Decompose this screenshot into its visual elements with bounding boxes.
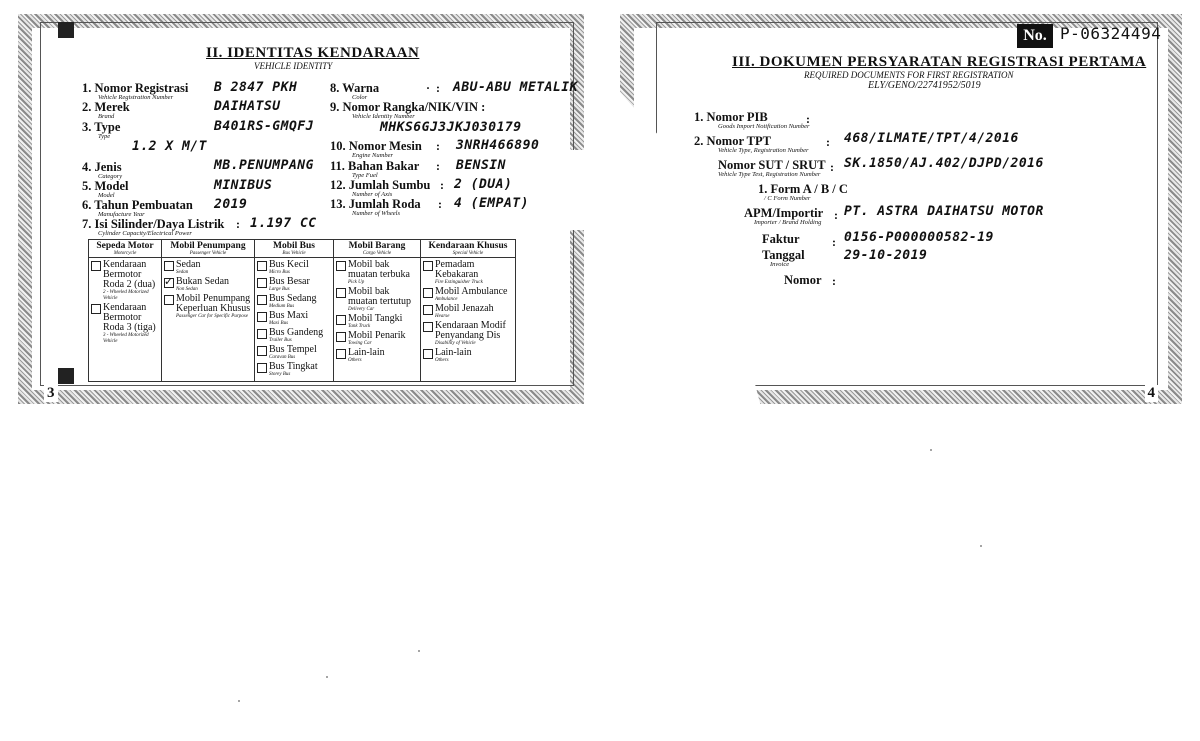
colon: :: [436, 159, 440, 173]
field-label-date: Tanggal: [762, 248, 805, 262]
option-sublabel: Towing Car: [348, 341, 372, 346]
field-label-fuel: 11. Bahan Bakar: [330, 159, 420, 173]
field-value-engine: 3NRH466890: [456, 138, 540, 153]
field-sub-wheels: Number of Wheels: [352, 210, 401, 217]
option-text: [435, 287, 508, 303]
type-column: [421, 258, 516, 382]
option-label: Pemadam Kebakaran: [435, 259, 479, 280]
field-sub-engine: Engine Number: [352, 152, 393, 159]
vehicle-type-option[interactable]: [257, 294, 331, 310]
option-text: [348, 314, 402, 330]
field-label-invoice: Faktur: [762, 232, 800, 246]
option-sublabel: Micro Bus: [269, 270, 290, 275]
option-text: [348, 331, 406, 347]
section-subtitle-code: ELY/GENO/22741952/5019: [868, 80, 981, 91]
option-label: Bus Besar: [269, 276, 310, 287]
field-label-color: 8. Warna: [330, 81, 380, 95]
field-label-cylinder: 7. Isi Silinder/Daya Listrik: [82, 217, 225, 231]
field-value-model: MINIBUS: [214, 178, 273, 193]
option-text: [269, 345, 317, 361]
field-sub-color: Color: [352, 94, 368, 101]
option-label: Bus Kecil: [269, 259, 309, 270]
page-number-right: 4: [1145, 385, 1159, 402]
option-text: [176, 277, 229, 293]
corner-ornament: [58, 22, 74, 38]
checkbox[interactable]: [423, 305, 433, 315]
vehicle-type-option[interactable]: [423, 304, 513, 320]
section-subtitle-identity: VEHICLE IDENTITY: [254, 61, 333, 71]
option-sublabel: 2 - Wheeled Motorized Vehicle: [103, 290, 149, 301]
section-title-identity: II. IDENTITAS KENDARAAN: [206, 45, 420, 61]
colon: :: [236, 217, 240, 231]
checkbox[interactable]: [423, 288, 433, 298]
field-label-model: 5. Model: [82, 179, 129, 193]
option-sublabel: Maxi Bus: [269, 321, 289, 326]
checkbox[interactable]: [336, 315, 346, 325]
option-label: Kendaraan Modif Penyandang Dis: [435, 320, 506, 341]
option-text: [103, 260, 159, 302]
type-column-header: Mobil Bus Bus Vehicle: [255, 240, 334, 258]
type-column: [162, 258, 255, 382]
option-sublabel: Caravan Bus: [269, 355, 296, 360]
option-sublabel: Sedan: [176, 270, 189, 275]
option-label: Bukan Sedan: [176, 276, 230, 287]
field-value-axis: 2 (DUA): [454, 177, 513, 192]
vehicle-type-option[interactable]: [164, 294, 252, 320]
field-sub-fuel: Type Fuel: [352, 172, 378, 179]
field-label-importer: APM/Importir: [744, 206, 824, 220]
checkbox[interactable]: [91, 304, 101, 314]
checkbox[interactable]: [164, 278, 174, 288]
field-sub-vin: Vehicle Identity Number: [352, 113, 415, 120]
vehicle-type-option[interactable]: [423, 260, 513, 286]
field-label-wheels: 13. Jumlah Roda: [330, 197, 421, 211]
field-label-pib: 1. Nomor PIB: [694, 110, 768, 124]
type-column: [255, 258, 334, 382]
colon: :: [832, 274, 836, 288]
vehicle-type-option[interactable]: [336, 260, 418, 286]
vehicle-type-option[interactable]: [336, 287, 418, 313]
checkbox[interactable]: [423, 261, 433, 271]
option-label: Kendaraan Bermotor Roda 3 (tiga): [103, 302, 156, 333]
checkbox[interactable]: [423, 349, 433, 359]
option-text: [435, 304, 494, 320]
type-column: [89, 258, 162, 382]
field-label-type: 3. Type: [82, 120, 121, 134]
field-value-fuel: BENSIN: [456, 158, 506, 173]
field-sub-pib: Goods Import Notification Number: [718, 123, 810, 130]
option-label: Bus Sedang: [269, 293, 317, 304]
left-page: [18, 14, 584, 404]
option-text: [269, 311, 308, 327]
scan-speck: [238, 700, 240, 702]
field-value-category: MB.PENUMPANG: [214, 158, 314, 173]
option-sublabel: Storey Bus: [269, 372, 291, 377]
field-sub-brand: Brand: [98, 113, 115, 120]
option-text: [269, 294, 317, 310]
option-text: [269, 277, 310, 293]
field-label-category: 4. Jenis: [82, 160, 122, 174]
vehicle-type-option[interactable]: [336, 348, 418, 364]
checkbox[interactable]: [336, 288, 346, 298]
option-text: [435, 260, 513, 286]
field-label-form: 1. Form A / B / C: [758, 182, 848, 196]
type-column-header: Kendaraan Khusus Special Vehicle: [421, 240, 516, 258]
option-label: Mobil Ambulance: [435, 286, 508, 297]
option-label: Mobil Penumpang Keperluan Khusus: [176, 293, 251, 314]
option-label: Lain-lain: [348, 347, 385, 358]
field-sub-cylinder: Cylinder Capacity/Electrical Power: [98, 230, 192, 237]
corner-ornament: [58, 368, 74, 384]
field-label-registration: 1. Nomor Registrasi: [82, 81, 189, 95]
option-label: Lain-lain: [435, 347, 472, 358]
checkbox[interactable]: [257, 278, 267, 288]
vehicle-type-option[interactable]: [164, 260, 252, 276]
vehicle-type-option[interactable]: [257, 328, 331, 344]
vehicle-type-option[interactable]: [423, 321, 513, 347]
field-value-registration: B 2847 PKH: [214, 80, 298, 95]
field-sub-form: / C Form Number: [764, 195, 811, 202]
field-value-vin: MHKS6GJ3JKJ030179: [380, 120, 522, 135]
checkbox[interactable]: [257, 363, 267, 373]
field-sub-date: Invoice: [770, 261, 790, 268]
field-label-number: Nomor: [784, 273, 822, 287]
field-label-engine: 10. Nomor Mesin: [330, 139, 422, 153]
option-text: [348, 260, 418, 286]
checkbox[interactable]: [423, 322, 433, 332]
field-value-color: ABU-ABU METALIK: [453, 80, 578, 95]
colon: :: [806, 112, 810, 126]
vehicle-type-option[interactable]: [257, 311, 331, 327]
checkbox[interactable]: [257, 261, 267, 271]
type-column: [334, 258, 421, 382]
option-label: Mobil Tangki: [348, 313, 403, 324]
field-value-brand: DAIHATSU: [214, 99, 281, 114]
serial-no-badge: No.: [1017, 24, 1053, 48]
field-sub-axis: Number of Axis: [352, 191, 393, 198]
option-sublabel: Trailer Bus: [269, 338, 292, 343]
field-sub-importer: Importer / Brand Holding: [754, 219, 822, 226]
vehicle-type-option[interactable]: [423, 287, 513, 303]
option-label: Sedan: [176, 259, 201, 270]
option-label: Kendaraan Bermotor Roda 2 (dua): [103, 259, 156, 290]
field-value-tpt: 468/ILMATE/TPT/4/2016: [844, 131, 1019, 146]
scan-speck: [418, 650, 420, 652]
field-label-srut: Nomor SUT / SRUT: [718, 158, 826, 172]
option-label: Mobil Jenazah: [435, 303, 494, 314]
field-value-cylinder: 1.197 CC: [250, 216, 317, 231]
field-label-axis: 12. Jumlah Sumbu: [330, 178, 431, 192]
scan-speck: [930, 449, 932, 451]
colon: :: [438, 197, 442, 211]
vehicle-type-option[interactable]: [91, 303, 159, 345]
field-value-invoice: 0156-P000000582-19: [844, 230, 994, 245]
option-text: [348, 348, 385, 364]
option-text: [176, 260, 200, 276]
type-column-header: Mobil Penumpang Passenger Vehicle: [162, 240, 255, 258]
vehicle-type-option[interactable]: [336, 331, 418, 347]
checkbox[interactable]: [164, 295, 174, 305]
option-label: Bus Tingkat: [269, 361, 318, 372]
option-sublabel: Non Sedan: [176, 287, 198, 292]
scan-speck: [980, 545, 982, 547]
option-sublabel: Fire Extinguisher Truck: [435, 280, 483, 285]
type-column-header: Sepeda Motor Motorcycle: [89, 240, 162, 258]
checkbox[interactable]: [164, 261, 174, 271]
option-label: Bus Gandeng: [269, 327, 324, 338]
option-label: Mobil Penarik: [348, 330, 406, 341]
checkbox[interactable]: [336, 349, 346, 359]
serial-number: P-06324494: [1060, 24, 1162, 43]
option-sublabel: Passenger Car for Specific Purpose: [176, 314, 248, 319]
option-text: [435, 321, 513, 347]
option-label: Bus Maxi: [269, 310, 309, 321]
field-sub-category: Category: [98, 173, 123, 180]
option-text: [103, 303, 159, 345]
field-label-year: 6. Tahun Pembuatan: [82, 198, 193, 212]
page-number-left: 3: [44, 385, 58, 402]
vehicle-type-table: [88, 239, 516, 382]
option-sublabel: Delivery Car: [348, 307, 375, 312]
option-text: [269, 260, 309, 276]
checkbox[interactable]: [257, 295, 267, 305]
option-sublabel: Hearse: [435, 314, 450, 319]
colon: :: [826, 135, 830, 149]
option-sublabel: 3 - Wheeled Motorized Vehicle: [103, 333, 149, 344]
option-label: Bus Tempel: [269, 344, 317, 355]
field-value-year: 2019: [214, 197, 248, 212]
option-sublabel: Disability of Vehicle: [435, 341, 476, 346]
colon: :: [440, 178, 444, 192]
option-text: [269, 328, 323, 344]
colon: :: [832, 235, 836, 249]
vehicle-type-option[interactable]: [257, 362, 331, 378]
scan-speck: [326, 676, 328, 678]
checkbox[interactable]: [257, 329, 267, 339]
vehicle-type-option[interactable]: [164, 277, 252, 293]
field-sub-srut: Vehicle Type Test, Registration Number: [718, 171, 821, 178]
option-sublabel: Ambulance: [435, 297, 458, 302]
section-title-documents: III. DOKUMEN PERSYARATAN REGISTRASI PERTAMA: [732, 54, 1147, 70]
checkbox[interactable]: [336, 261, 346, 271]
option-label: Mobil bak muatan tertutup: [348, 286, 412, 307]
field-value-date: 29-10-2019: [844, 248, 928, 263]
field-sub-registration: Vehicle Registration Number: [98, 94, 174, 101]
option-label: Mobil bak muatan terbuka: [348, 259, 410, 280]
vehicle-type-option[interactable]: [423, 348, 513, 364]
vehicle-type-option[interactable]: [257, 277, 331, 293]
option-sublabel: Pick Up: [348, 280, 365, 285]
field-value-type-2: 1.2 X M/T: [132, 139, 207, 154]
field-sub-type: Type: [98, 133, 111, 140]
field-value-type: B401RS-GMQFJ: [214, 119, 314, 134]
field-label-tpt: 2. Nomor TPT: [694, 134, 771, 148]
option-sublabel: Medium Bus: [269, 304, 295, 309]
option-sublabel: Large Bus: [269, 287, 290, 292]
field-sub-year: Manufacture Year: [98, 211, 145, 218]
vehicle-type-option[interactable]: [257, 260, 331, 276]
option-text: [269, 362, 318, 378]
checkbox[interactable]: [91, 261, 101, 271]
section-subtitle-documents: REQUIRED DOCUMENTS FOR FIRST REGISTRATION: [804, 70, 1014, 80]
field-sub-tpt: Vehicle Type, Registration Number: [718, 147, 809, 154]
field-value-wheels: 4 (EMPAT): [454, 196, 529, 211]
colon: :: [436, 139, 440, 153]
option-text: [176, 294, 252, 320]
vehicle-type-option[interactable]: [336, 314, 418, 330]
colon: · :: [426, 81, 440, 95]
field-value-importer: PT. ASTRA DAIHATSU MOTOR: [844, 204, 1044, 219]
option-sublabel: Others: [348, 358, 362, 363]
option-text: [435, 348, 472, 364]
colon: :: [834, 208, 838, 222]
colon: :: [830, 160, 834, 174]
field-label-vin: 9. Nomor Rangka/NIK/VIN :: [330, 100, 486, 114]
checkbox[interactable]: [336, 332, 346, 342]
field-label-brand: 2. Merek: [82, 100, 130, 114]
option-sublabel: Tank Truck: [348, 324, 371, 329]
vehicle-type-option[interactable]: [257, 345, 331, 361]
field-sub-model: Model: [98, 192, 115, 199]
field-value-srut: SK.1850/AJ.402/DJPD/2016: [844, 156, 1044, 171]
checkbox[interactable]: [257, 312, 267, 322]
option-sublabel: Others: [435, 358, 449, 363]
checkbox[interactable]: [257, 346, 267, 356]
torn-edge: [552, 150, 584, 230]
option-text: [348, 287, 418, 313]
vehicle-type-option[interactable]: [91, 260, 159, 302]
type-column-header: Mobil Barang Cargo Vehicle: [334, 240, 421, 258]
